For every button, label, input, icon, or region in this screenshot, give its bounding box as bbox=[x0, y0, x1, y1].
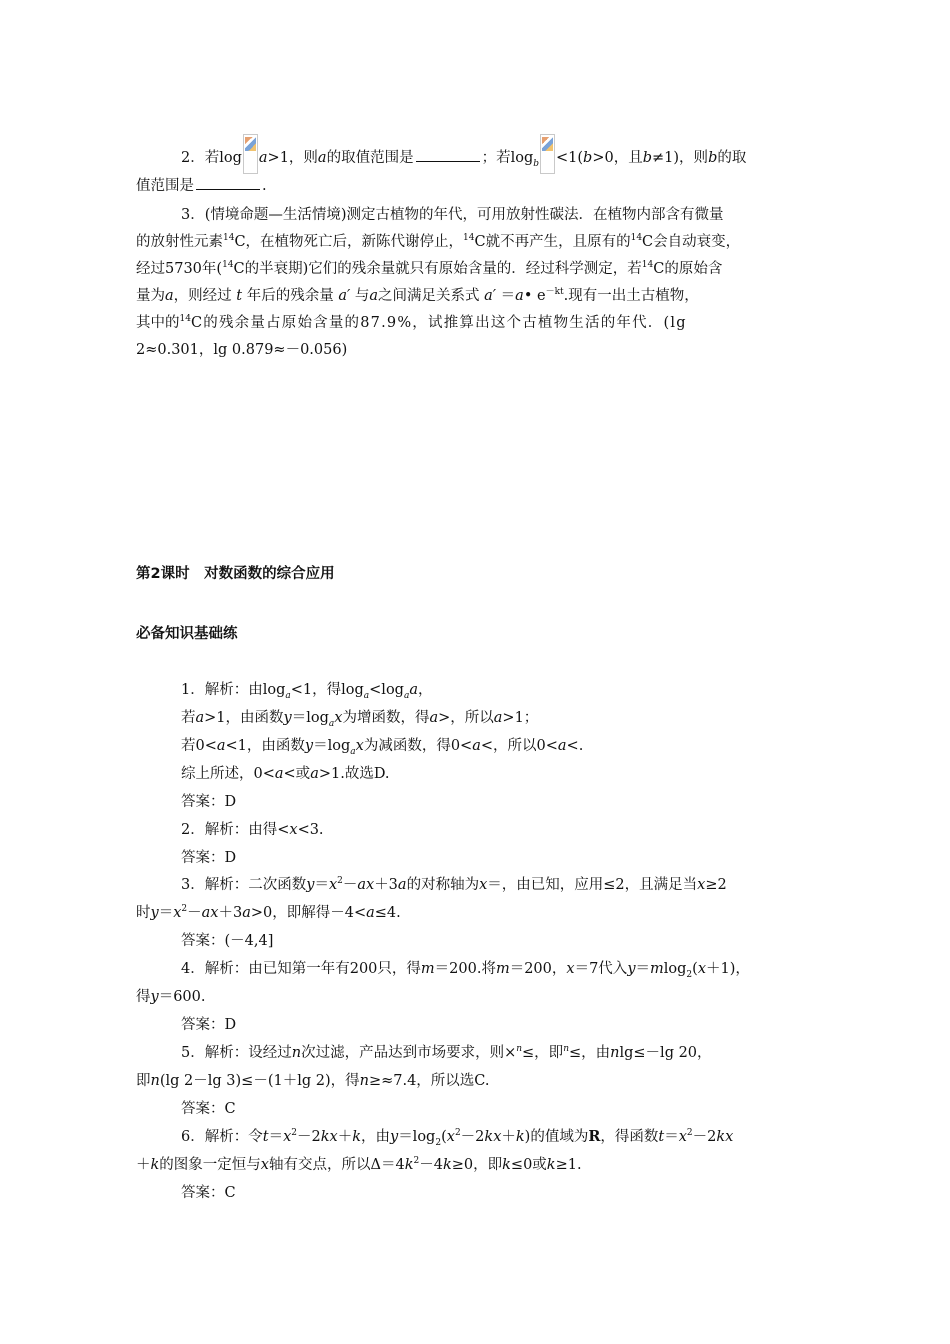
solution-5-line-2: 即n(lg 2－lg 3)≤－(1＋lg 2)，得n≥≈7.4，所以选C. bbox=[136, 1073, 490, 1089]
formula-image-placeholder bbox=[243, 134, 258, 174]
broken-image-icon bbox=[542, 137, 553, 151]
solution-5-line-1: 5．解析：设经过n次过滤，产品达到市场要求，则×$^n$≤，即$^n$≤，由nlg≤－lg 20， bbox=[181, 1044, 712, 1061]
problem-3-line-5: 其中的$^{14}$C的残余量占原始含量的87.9%，试推算出这个古植物生活的年代．(lg bbox=[136, 314, 687, 331]
answer-3: 答案：(－4,4] bbox=[181, 933, 274, 949]
answer-blank bbox=[416, 150, 480, 162]
solution-1-line-2: 若a>1，由函数$y=\log_ax$为增函数，得a>，所以a>1； bbox=[181, 710, 539, 729]
answer-4: 答案：D bbox=[181, 1017, 237, 1033]
solution-6-line-2: ＋k的图象一定恒与x轴有交点，所以$\Delta=4k^2-4k\ge 0$，即k≤0或k≥1. bbox=[136, 1156, 582, 1173]
section-title: 第2课时 对数函数的综合应用 bbox=[136, 566, 335, 582]
problem-2-line-1: 2．若log a>1，则a的取值范围是 ；若$\log_b$ <1(b>0，且b≠1)，则b的取 bbox=[181, 138, 746, 178]
problem-2-line-2: 值范围是 . bbox=[136, 178, 267, 194]
problem-3-line-4: 量为a，则经过 t 年后的残余量 a′ 与a之间满足关系式 a′ ＝a• $e^{-kt}$.现有一出土古植物， bbox=[136, 287, 699, 304]
solution-1-line-4: 综上所述，0<a<或a>1.故选D. bbox=[181, 766, 390, 782]
solution-3-line-1: 3．解析：二次函数$y=x^2-ax+3a$的对称轴为x＝，由已知，应用≤2，且满足当x≥2 bbox=[181, 876, 727, 893]
solution-1-line-3: 若0<a<1，由函数$y=\log_ax$为减函数，得0<a<，所以0<a<. bbox=[181, 738, 584, 757]
answer-6: 答案：C bbox=[181, 1185, 236, 1201]
problem-3-line-2: 的放射性元素$^{14}$C，在植物死亡后，新陈代谢停止，$^{14}$C就不再产生，且原有的$^{14}$C会自动衰变， bbox=[136, 233, 741, 250]
answer-1: 答案：D bbox=[181, 794, 237, 810]
problem-3-line-1: 3．(情境命题—生活情境)测定古植物的年代，可用放射性碳法．在植物内部含有微量 bbox=[181, 207, 724, 223]
broken-image-icon bbox=[245, 137, 256, 151]
solution-6-line-1: 6．解析：令$t=x^2-2kx+k$，由$y=\log_2(x^2-2kx+k)$的值域为R，得函数$t=x^2-2kx$ bbox=[181, 1128, 734, 1148]
answer-2: 答案：D bbox=[181, 850, 237, 866]
problem-3-line-6: 2≈0.301，lg 0.879≈－0.056) bbox=[136, 342, 348, 358]
answer-5: 答案：C bbox=[181, 1101, 236, 1117]
formula-image-placeholder bbox=[540, 134, 555, 174]
problem-3-line-3: 经过5730年($^{14}$C的半衰期)它们的残余量就只有原始含量的．经过科学测定，若$^{14}$C的原始含 bbox=[136, 260, 723, 277]
solution-4-line-1: 4．解析：由已知第一年有200只，得m＝200.将m＝200，x＝7代入y＝mlog$_2$(x＋1)， bbox=[181, 961, 750, 980]
solution-1-line-1: 1．解析：由$\log_a<1$，得$\log_a<\log_aa$， bbox=[181, 682, 433, 701]
answer-blank bbox=[196, 178, 260, 190]
solution-4-line-2: 得y＝600. bbox=[136, 989, 206, 1005]
section-subtitle: 必备知识基础练 bbox=[136, 626, 238, 642]
solution-3-line-2: 时$y=x^2-ax+3a>0$，即解得－4<a≤4. bbox=[136, 904, 401, 921]
solution-2-line-1: 2．解析：由得<x<3. bbox=[181, 822, 324, 838]
